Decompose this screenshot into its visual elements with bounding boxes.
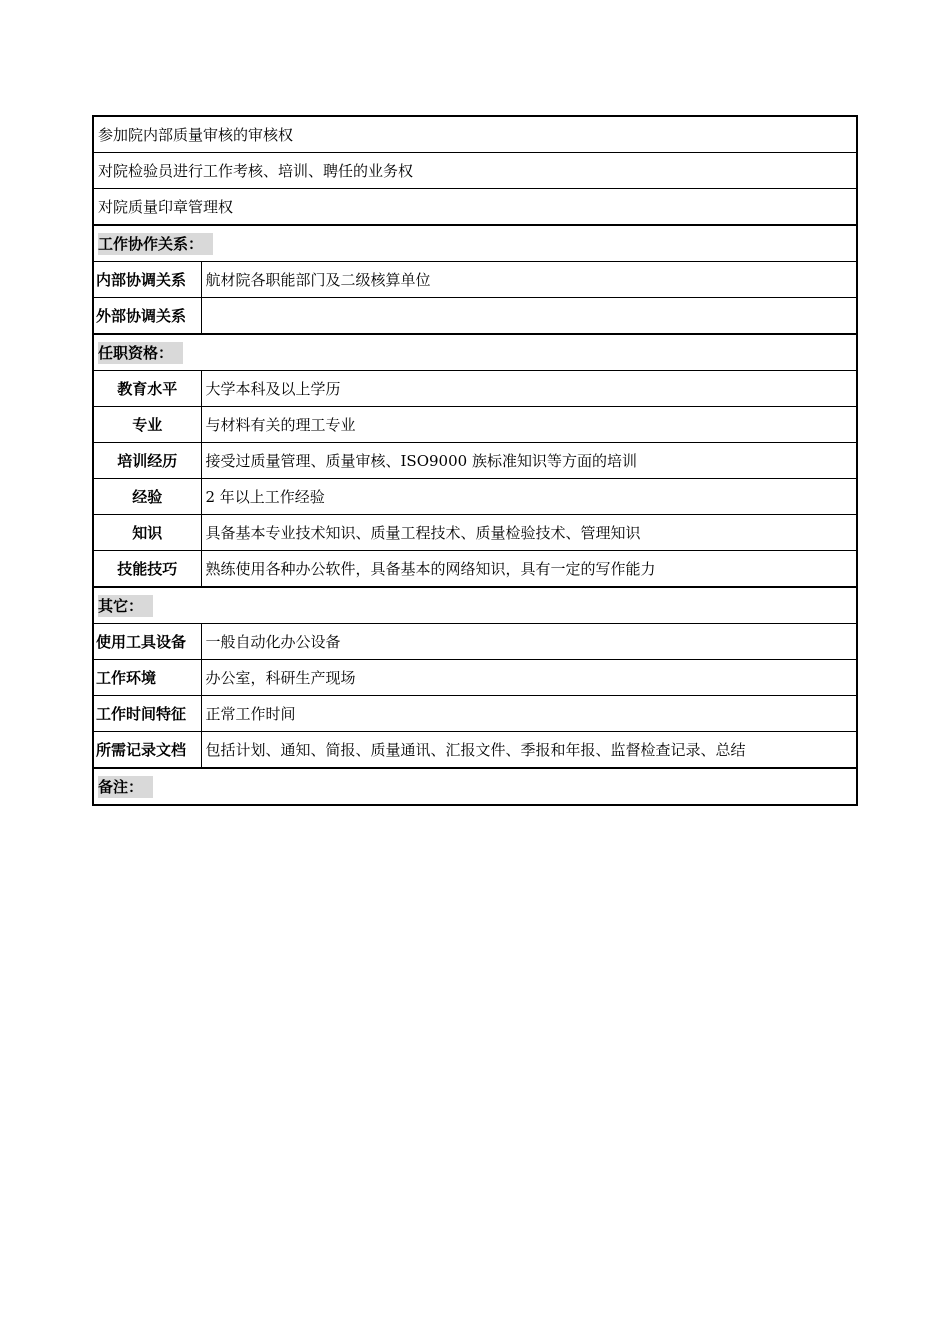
job-description-table	[92, 115, 858, 806]
row-label: 知识	[93, 515, 201, 551]
row-value: 航材院各职能部门及二级核算单位	[201, 262, 857, 298]
row-label: 内部协调关系	[93, 262, 201, 298]
section-title: 工作协作关系：	[98, 233, 213, 255]
row-value: 正常工作时间	[201, 696, 857, 732]
authority-row	[93, 116, 857, 153]
authority-item: 对院质量印章管理权	[93, 189, 857, 226]
table-row	[93, 262, 857, 298]
row-value: 办公室，科研生产现场	[201, 660, 857, 696]
row-value: 接受过质量管理、质量审核、ISO9000 族标准知识等方面的培训	[201, 443, 857, 479]
section-header-other	[93, 587, 857, 624]
section-header-remarks	[93, 768, 857, 805]
table-row	[93, 407, 857, 443]
table-row	[93, 624, 857, 660]
authority-row	[93, 189, 857, 226]
row-label: 工作时间特征	[93, 696, 201, 732]
row-label: 专业	[93, 407, 201, 443]
row-label: 教育水平	[93, 371, 201, 407]
row-value: 包括计划、通知、简报、质量通讯、汇报文件、季报和年报、监督检查记录、总结	[201, 732, 857, 769]
section-header-relations	[93, 225, 857, 262]
authority-row	[93, 153, 857, 189]
table-row	[93, 660, 857, 696]
table-row	[93, 479, 857, 515]
row-label: 工作环境	[93, 660, 201, 696]
section-title: 备注：	[98, 776, 153, 798]
table-row	[93, 732, 857, 769]
row-label: 培训经历	[93, 443, 201, 479]
section-header-qualifications	[93, 334, 857, 371]
row-label: 经验	[93, 479, 201, 515]
section-title: 任职资格：	[98, 342, 183, 364]
row-value: 具备基本专业技术知识、质量工程技术、质量检验技术、管理知识	[201, 515, 857, 551]
row-label: 技能技巧	[93, 551, 201, 588]
table-row	[93, 371, 857, 407]
table-row	[93, 551, 857, 588]
section-title: 其它：	[98, 595, 153, 617]
row-value	[201, 298, 857, 335]
row-value: 与材料有关的理工专业	[201, 407, 857, 443]
table-row	[93, 696, 857, 732]
row-value: 2 年以上工作经验	[201, 479, 857, 515]
table-row	[93, 515, 857, 551]
row-label: 所需记录文档	[93, 732, 201, 769]
row-value: 熟练使用各种办公软件，具备基本的网络知识，具有一定的写作能力	[201, 551, 857, 588]
authority-item: 对院检验员进行工作考核、培训、聘任的业务权	[93, 153, 857, 189]
table-row	[93, 298, 857, 335]
row-label: 使用工具设备	[93, 624, 201, 660]
authority-item: 参加院内部质量审核的审核权	[93, 116, 857, 153]
row-label: 外部协调关系	[93, 298, 201, 335]
table-row	[93, 443, 857, 479]
row-value: 一般自动化办公设备	[201, 624, 857, 660]
row-value: 大学本科及以上学历	[201, 371, 857, 407]
